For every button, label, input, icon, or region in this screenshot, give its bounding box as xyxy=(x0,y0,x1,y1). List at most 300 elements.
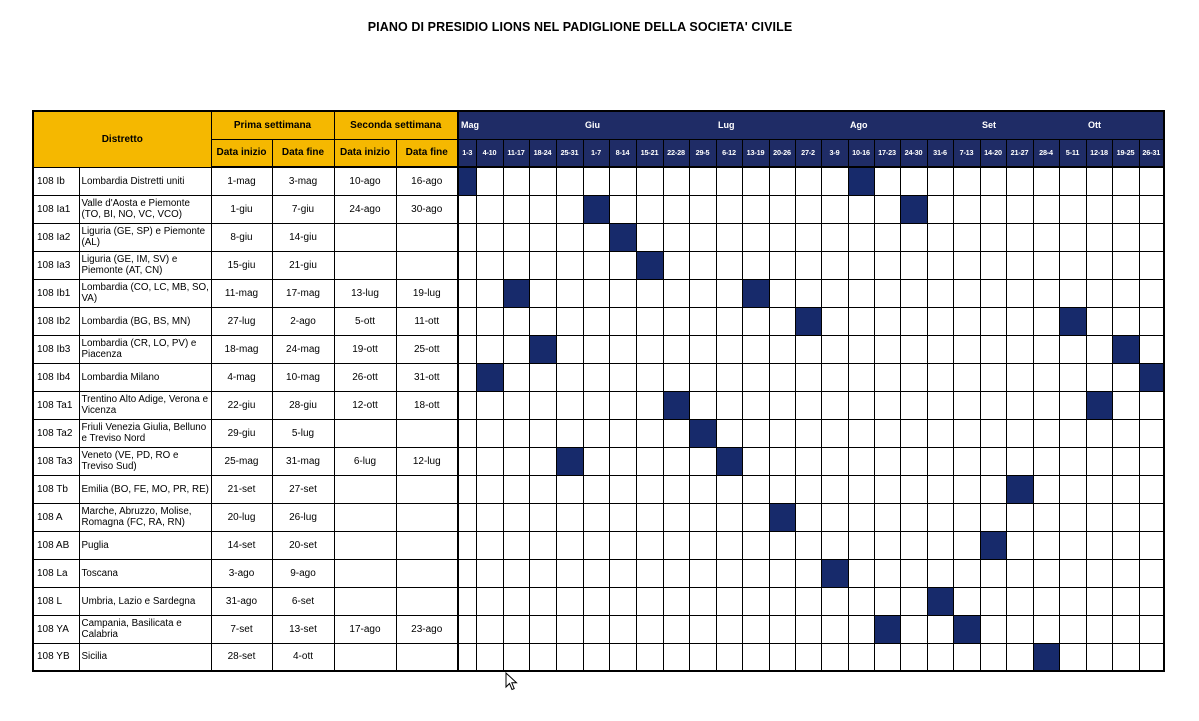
week-header: 15-21 xyxy=(636,139,663,167)
schedule-cell xyxy=(1059,391,1086,419)
schedule-cell xyxy=(1112,251,1139,279)
schedule-cell xyxy=(583,251,609,279)
schedule-cell xyxy=(1086,503,1112,531)
schedule-cell xyxy=(1033,223,1059,251)
schedule-cell xyxy=(583,391,609,419)
schedule-cell xyxy=(716,391,742,419)
second-week-end xyxy=(396,531,458,559)
schedule-cell xyxy=(529,195,556,223)
schedule-cell xyxy=(821,363,848,391)
table-row xyxy=(33,475,1164,503)
schedule-cell xyxy=(716,531,742,559)
schedule-cell xyxy=(1033,447,1059,475)
schedule-cell xyxy=(980,587,1006,615)
district-code: 108 AB xyxy=(33,531,79,559)
schedule-cell xyxy=(1086,643,1112,671)
schedule-cell xyxy=(556,559,583,587)
district-code: 108 Ia2 xyxy=(33,223,79,251)
schedule-cell xyxy=(795,447,821,475)
schedule-cell xyxy=(1006,251,1033,279)
schedule-cell xyxy=(1006,559,1033,587)
schedule-cell xyxy=(689,643,716,671)
schedule-cell xyxy=(476,447,503,475)
schedule-cell xyxy=(1139,587,1164,615)
second-week-start xyxy=(334,223,396,251)
schedule-cell xyxy=(663,475,689,503)
schedule-cell xyxy=(636,335,663,363)
schedule-cell xyxy=(476,503,503,531)
schedule-cell xyxy=(742,251,769,279)
week-header: 7-13 xyxy=(953,139,980,167)
schedule-cell xyxy=(742,475,769,503)
first-week-end: 5-lug xyxy=(272,419,334,447)
schedule-cell xyxy=(848,531,874,559)
mouse-pointer-icon xyxy=(505,672,519,692)
first-week-start: 14-set xyxy=(211,531,272,559)
schedule-cell-active xyxy=(663,391,689,419)
schedule-cell xyxy=(1059,335,1086,363)
district-name: Lombardia (CR, LO, PV) e Piacenza xyxy=(79,335,211,363)
schedule-cell-active xyxy=(583,195,609,223)
schedule-cell xyxy=(1006,643,1033,671)
schedule-cell xyxy=(927,559,953,587)
schedule-cell-active xyxy=(1059,307,1086,335)
week-header: 1-3 xyxy=(458,139,476,167)
schedule-cell xyxy=(1112,223,1139,251)
schedule-cell xyxy=(476,223,503,251)
schedule-cell xyxy=(556,195,583,223)
schedule-cell xyxy=(1139,475,1164,503)
schedule-cell xyxy=(900,223,927,251)
schedule-cell xyxy=(769,279,795,307)
schedule-cell xyxy=(636,447,663,475)
schedule-cell xyxy=(689,279,716,307)
schedule-cell xyxy=(663,531,689,559)
schedule-cell xyxy=(900,391,927,419)
schedule-cell xyxy=(556,251,583,279)
schedule-cell xyxy=(900,643,927,671)
schedule-cell xyxy=(1033,587,1059,615)
schedule-cell xyxy=(927,363,953,391)
schedule-cell xyxy=(1059,195,1086,223)
schedule-cell xyxy=(1112,307,1139,335)
schedule-cell xyxy=(503,335,529,363)
first-week-end: 14-giu xyxy=(272,223,334,251)
first-week-end: 21-giu xyxy=(272,251,334,279)
schedule-cell xyxy=(663,279,689,307)
first-week-start: 28-set xyxy=(211,643,272,671)
schedule-cell xyxy=(980,307,1006,335)
schedule-cell xyxy=(953,223,980,251)
schedule-cell xyxy=(1059,363,1086,391)
second-week-end: 25-ott xyxy=(396,335,458,363)
table-row xyxy=(33,643,1164,671)
schedule-cell xyxy=(458,447,476,475)
schedule-cell xyxy=(1112,643,1139,671)
schedule-cell xyxy=(663,615,689,643)
schedule-cell xyxy=(769,307,795,335)
first-week-start: 18-mag xyxy=(211,335,272,363)
schedule-cell xyxy=(1086,195,1112,223)
schedule-cell xyxy=(1139,391,1164,419)
schedule-cell xyxy=(1033,391,1059,419)
district-code: 108 Tb xyxy=(33,475,79,503)
schedule-cell xyxy=(716,643,742,671)
schedule-cell xyxy=(609,587,636,615)
schedule-cell xyxy=(742,307,769,335)
schedule-cell xyxy=(874,335,900,363)
schedule-cell xyxy=(900,167,927,195)
week-header: 12-18 xyxy=(1086,139,1112,167)
schedule-cell xyxy=(821,503,848,531)
schedule-cell xyxy=(1086,167,1112,195)
schedule-cell xyxy=(900,531,927,559)
schedule-cell xyxy=(821,167,848,195)
schedule-cell xyxy=(1006,307,1033,335)
schedule-cell xyxy=(980,167,1006,195)
second-week-end xyxy=(396,223,458,251)
schedule-cell xyxy=(583,503,609,531)
first-week-end: 13-set xyxy=(272,615,334,643)
table-row xyxy=(33,251,1164,279)
schedule-cell xyxy=(769,363,795,391)
schedule-cell xyxy=(636,643,663,671)
schedule-cell xyxy=(636,419,663,447)
first-week-end: 10-mag xyxy=(272,363,334,391)
schedule-cell xyxy=(1006,531,1033,559)
schedule-cell xyxy=(927,419,953,447)
schedule-cell xyxy=(980,363,1006,391)
schedule-cell xyxy=(1139,307,1164,335)
schedule-cell xyxy=(636,279,663,307)
schedule-cell xyxy=(821,643,848,671)
schedule-cell xyxy=(529,503,556,531)
schedule-cell xyxy=(769,195,795,223)
schedule-cell xyxy=(529,615,556,643)
schedule-cell xyxy=(795,587,821,615)
schedule-cell xyxy=(795,643,821,671)
first-week-start: 1-mag xyxy=(211,167,272,195)
schedule-cell xyxy=(1112,363,1139,391)
schedule-cell xyxy=(848,335,874,363)
schedule-cell xyxy=(458,307,476,335)
schedule-cell xyxy=(503,531,529,559)
schedule-cell xyxy=(900,251,927,279)
second-week-end xyxy=(396,503,458,531)
second-week-end: 31-ott xyxy=(396,363,458,391)
schedule-cell xyxy=(769,223,795,251)
district-name: Marche, Abruzzo, Molise, Romagna (FC, RA, RN) xyxy=(79,503,211,531)
schedule-cell xyxy=(927,391,953,419)
schedule-cell xyxy=(1033,195,1059,223)
schedule-cell xyxy=(742,223,769,251)
first-week-start: 11-mag xyxy=(211,279,272,307)
schedule-cell xyxy=(1033,363,1059,391)
schedule-cell xyxy=(795,419,821,447)
schedule-cell xyxy=(742,167,769,195)
schedule-cell xyxy=(1139,279,1164,307)
schedule-cell xyxy=(609,419,636,447)
schedule-cell xyxy=(953,475,980,503)
schedule-cell xyxy=(1006,167,1033,195)
table-row xyxy=(33,419,1164,447)
schedule-cell xyxy=(769,559,795,587)
schedule-cell xyxy=(900,475,927,503)
schedule-cell xyxy=(1086,251,1112,279)
second-week-start xyxy=(334,531,396,559)
schedule-cell xyxy=(1112,559,1139,587)
schedule-cell xyxy=(583,587,609,615)
schedule-cell xyxy=(848,363,874,391)
district-name: Lombardia Milano xyxy=(79,363,211,391)
schedule-cell xyxy=(848,195,874,223)
schedule-cell xyxy=(556,307,583,335)
schedule-cell xyxy=(716,279,742,307)
schedule-cell xyxy=(821,251,848,279)
schedule-cell-active xyxy=(503,279,529,307)
schedule-cell xyxy=(900,363,927,391)
table-row xyxy=(33,307,1164,335)
table-row xyxy=(33,223,1164,251)
schedule-cell xyxy=(689,363,716,391)
schedule-cell xyxy=(1059,643,1086,671)
w1-start-header: Data inizio xyxy=(211,139,272,167)
first-week-start: 29-giu xyxy=(211,419,272,447)
schedule-cell-active xyxy=(927,587,953,615)
schedule-cell xyxy=(529,279,556,307)
district-code: 108 Ia1 xyxy=(33,195,79,223)
district-name: Umbria, Lazio e Sardegna xyxy=(79,587,211,615)
schedule-cell xyxy=(769,335,795,363)
schedule-cell xyxy=(1112,167,1139,195)
district-name: Veneto (VE, PD, RO e Treviso Sud) xyxy=(79,447,211,475)
schedule-cell xyxy=(529,587,556,615)
district-name: Friuli Venezia Giulia, Belluno e Treviso Nord xyxy=(79,419,211,447)
schedule-cell xyxy=(476,279,503,307)
schedule-cell xyxy=(529,475,556,503)
schedule-cell xyxy=(609,643,636,671)
week-header: 10-16 xyxy=(848,139,874,167)
schedule-cell xyxy=(742,195,769,223)
table-row xyxy=(33,279,1164,307)
second-week-start xyxy=(334,419,396,447)
first-week-end: 20-set xyxy=(272,531,334,559)
schedule-cell-active xyxy=(689,419,716,447)
schedule-cell xyxy=(1112,419,1139,447)
week-header: 5-11 xyxy=(1059,139,1086,167)
schedule-cell xyxy=(821,279,848,307)
first-week-end: 27-set xyxy=(272,475,334,503)
schedule-cell xyxy=(689,475,716,503)
district-name: Liguria (GE, SP) e Piemonte (AL) xyxy=(79,223,211,251)
schedule-cell xyxy=(716,559,742,587)
second-week-end xyxy=(396,559,458,587)
schedule-cell xyxy=(556,531,583,559)
schedule-cell xyxy=(900,335,927,363)
schedule-cell xyxy=(556,223,583,251)
schedule-cell xyxy=(795,531,821,559)
first-week-start: 4-mag xyxy=(211,363,272,391)
schedule-cell xyxy=(874,475,900,503)
first-week-end: 31-mag xyxy=(272,447,334,475)
schedule-cell xyxy=(927,167,953,195)
schedule-cell xyxy=(1059,223,1086,251)
schedule-cell xyxy=(1112,475,1139,503)
schedule-cell xyxy=(529,223,556,251)
schedule-cell xyxy=(689,615,716,643)
schedule-cell xyxy=(953,279,980,307)
schedule-cell xyxy=(769,167,795,195)
schedule-cell xyxy=(742,447,769,475)
schedule-cell xyxy=(503,391,529,419)
week-header: 22-28 xyxy=(663,139,689,167)
schedule-cell xyxy=(1139,615,1164,643)
second-week-start: 5-ott xyxy=(334,307,396,335)
schedule-cell xyxy=(848,503,874,531)
district-code: 108 Ta3 xyxy=(33,447,79,475)
first-week-end: 3-mag xyxy=(272,167,334,195)
schedule-cell xyxy=(503,503,529,531)
schedule-cell xyxy=(663,419,689,447)
district-name: Puglia xyxy=(79,531,211,559)
schedule-cell xyxy=(609,279,636,307)
schedule-cell xyxy=(583,447,609,475)
schedule-cell xyxy=(716,307,742,335)
schedule-cell xyxy=(1059,503,1086,531)
district-name: Emilia (BO, FE, MO, PR, RE) xyxy=(79,475,211,503)
district-name: Trentino Alto Adige, Verona e Vicenza xyxy=(79,391,211,419)
second-week-start xyxy=(334,251,396,279)
schedule-cell xyxy=(927,503,953,531)
week-header: 27-2 xyxy=(795,139,821,167)
schedule-cell xyxy=(874,167,900,195)
schedule-cell xyxy=(1086,475,1112,503)
schedule-cell xyxy=(663,447,689,475)
schedule-cell-active xyxy=(821,559,848,587)
district-name: Toscana xyxy=(79,559,211,587)
schedule-cell xyxy=(503,167,529,195)
schedule-cell xyxy=(1006,279,1033,307)
schedule-cell xyxy=(795,195,821,223)
schedule-cell xyxy=(663,223,689,251)
district-code: 108 La xyxy=(33,559,79,587)
schedule-cell xyxy=(583,223,609,251)
schedule-cell xyxy=(1086,447,1112,475)
schedule-cell xyxy=(583,531,609,559)
schedule-cell xyxy=(769,419,795,447)
schedule-cell xyxy=(927,279,953,307)
schedule-cell xyxy=(900,279,927,307)
schedule-cell xyxy=(1139,447,1164,475)
schedule-cell xyxy=(874,531,900,559)
schedule-cell xyxy=(1139,195,1164,223)
schedule-cell xyxy=(742,643,769,671)
schedule-body xyxy=(33,167,1164,671)
schedule-cell xyxy=(583,559,609,587)
schedule-cell xyxy=(821,391,848,419)
schedule-cell xyxy=(609,615,636,643)
schedule-cell xyxy=(609,307,636,335)
schedule-cell xyxy=(821,419,848,447)
schedule-cell xyxy=(663,559,689,587)
table-row xyxy=(33,615,1164,643)
first-week-start: 31-ago xyxy=(211,587,272,615)
table-row xyxy=(33,503,1164,531)
schedule-cell xyxy=(900,447,927,475)
schedule-cell xyxy=(689,531,716,559)
second-week-start xyxy=(334,643,396,671)
schedule-cell xyxy=(927,447,953,475)
seconda-settimana-header: Seconda settimana xyxy=(334,111,458,139)
schedule-cell xyxy=(1086,615,1112,643)
schedule-cell xyxy=(1139,223,1164,251)
schedule-cell xyxy=(716,615,742,643)
schedule-cell-active xyxy=(953,615,980,643)
schedule-cell xyxy=(742,559,769,587)
schedule-cell xyxy=(556,475,583,503)
schedule-cell xyxy=(795,559,821,587)
schedule-cell xyxy=(503,587,529,615)
schedule-cell-active xyxy=(900,195,927,223)
first-week-start: 3-ago xyxy=(211,559,272,587)
schedule-cell xyxy=(458,223,476,251)
second-week-start: 26-ott xyxy=(334,363,396,391)
schedule-cell xyxy=(476,559,503,587)
schedule-cell xyxy=(821,335,848,363)
schedule-cell xyxy=(927,643,953,671)
second-week-start: 24-ago xyxy=(334,195,396,223)
schedule-cell xyxy=(663,307,689,335)
schedule-cell xyxy=(953,531,980,559)
schedule-cell xyxy=(742,419,769,447)
schedule-cell xyxy=(476,195,503,223)
second-week-start: 17-ago xyxy=(334,615,396,643)
schedule-cell xyxy=(1086,307,1112,335)
schedule-cell-active xyxy=(556,447,583,475)
schedule-cell xyxy=(953,251,980,279)
schedule-cell xyxy=(716,475,742,503)
schedule-cell xyxy=(900,503,927,531)
first-week-start: 15-giu xyxy=(211,251,272,279)
schedule-cell xyxy=(848,447,874,475)
schedule-cell xyxy=(1139,643,1164,671)
district-code: 108 Ta2 xyxy=(33,419,79,447)
schedule-cell xyxy=(953,167,980,195)
schedule-cell-active xyxy=(980,531,1006,559)
schedule-cell xyxy=(716,335,742,363)
schedule-cell xyxy=(556,391,583,419)
schedule-cell xyxy=(769,447,795,475)
schedule-cell xyxy=(529,307,556,335)
second-week-start xyxy=(334,503,396,531)
month-header: Set xyxy=(980,111,1086,139)
schedule-cell xyxy=(1112,615,1139,643)
first-week-start: 22-giu xyxy=(211,391,272,419)
schedule-cell-active xyxy=(609,223,636,251)
schedule-cell xyxy=(583,167,609,195)
month-header: Lug xyxy=(716,111,848,139)
schedule-cell xyxy=(663,503,689,531)
schedule-cell xyxy=(689,335,716,363)
district-code: 108 YB xyxy=(33,643,79,671)
schedule-cell xyxy=(1033,559,1059,587)
week-header: 8-14 xyxy=(609,139,636,167)
week-header: 4-10 xyxy=(476,139,503,167)
week-header: 28-4 xyxy=(1033,139,1059,167)
schedule-cell xyxy=(1059,251,1086,279)
schedule-cell xyxy=(476,475,503,503)
second-week-end xyxy=(396,251,458,279)
